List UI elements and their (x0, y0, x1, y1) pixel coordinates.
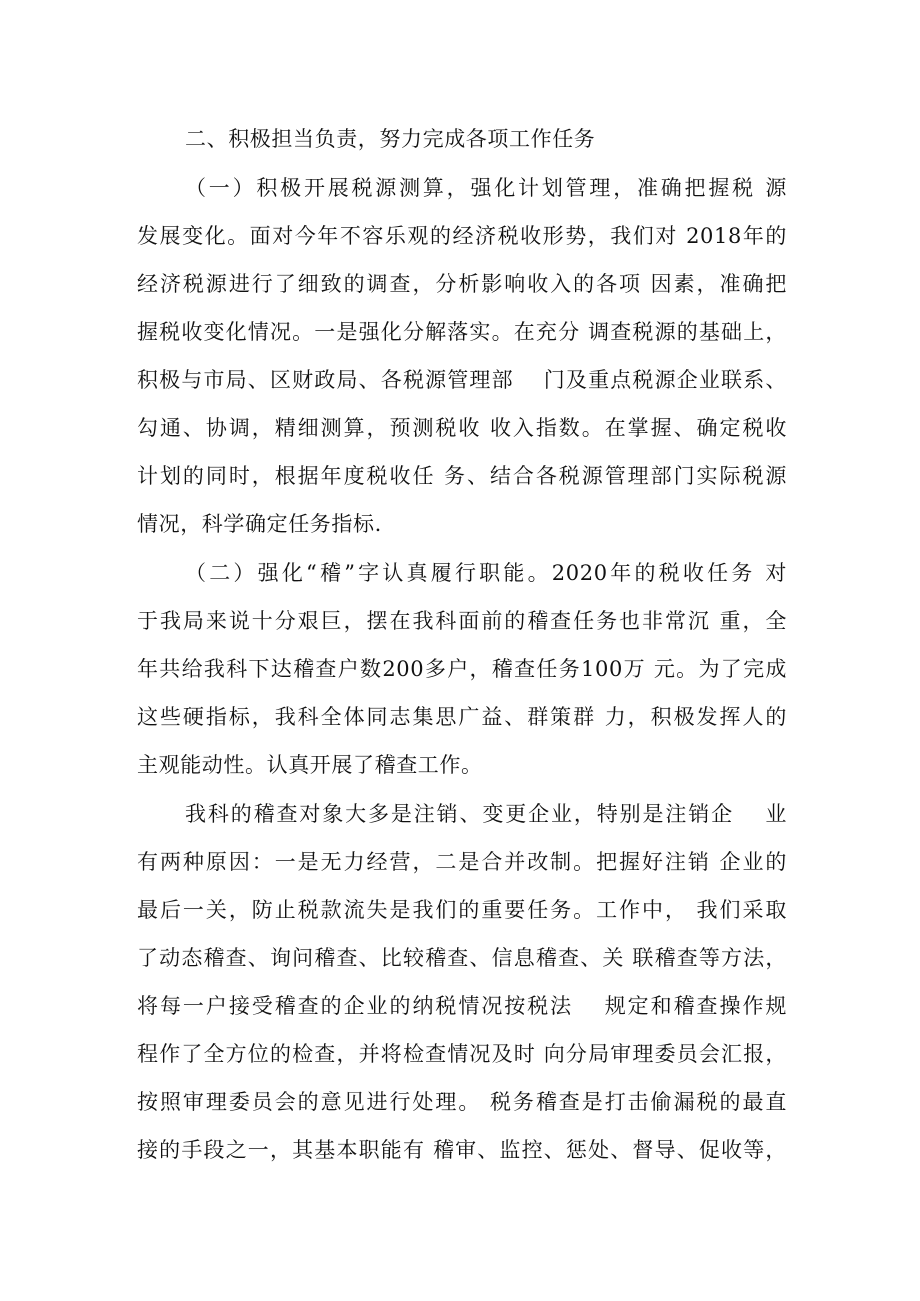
text-line: 有两种原因：一是无力经营，二是合并改制。把握好注销 企业的 (137, 850, 787, 874)
text-line: 这些硬指标，我科全体同志集思广益、群策群 力，积极发挥人的 (137, 705, 787, 729)
text-line: 年共给我科下达稽查户数200多户，稽查任务100万 元。为了完成 (137, 657, 787, 681)
text-line: 积极与市局、区财政局、各税源管理部 门及重点税源企业联系、 (137, 368, 787, 392)
text-line: 将每一户接受稽查的企业的纳税情况按税法 规定和稽查操作规 (137, 994, 787, 1018)
text-line: 发展变化。面对今年不容乐观的经济税收形势，我们对 2018年的 (137, 224, 787, 248)
text-line: 勾通、协调，精细测算，预测税收 收入指数。在掌握、确定税收 (137, 416, 787, 440)
text-line: 主观能动性。认真开展了稽查工作。 (137, 753, 483, 777)
text-line: 经济税源进行了细致的调查，分析影响收入的各项 因素，准确把 (137, 272, 787, 296)
text-line: （一）积极开展税源测算，强化计划管理，准确把握税 源 (185, 176, 787, 200)
text-line: 程作了全方位的检查，并将检查情况及时 向分局审理委员会汇报， (137, 1042, 787, 1066)
text-line: 握税收变化情况。一是强化分解落实。在充分 调查税源的基础上， (137, 320, 787, 344)
text-line: 于我局来说十分艰巨，摆在我科面前的稽查任务也非常沉 重，全 (137, 609, 787, 633)
text-line: 了动态稽查、询问稽查、比较稽查、信息稽查、关 联稽查等方法， (137, 946, 787, 970)
text-line: 计划的同时，根据年度税收任 务、结合各税源管理部门实际税源 (137, 464, 787, 488)
text-line: 接的手段之一，其基本职能有 稽审、监控、惩处、督导、促收等， (137, 1138, 787, 1162)
text-line: 情况，科学确定任务指标. (137, 512, 382, 536)
text-line: （二）强化“稽”字认真履行职能。2020年的税收任务 对 (185, 561, 787, 585)
text-line: 按照审理委员会的意见进行处理。 税务稽查是打击偷漏税的最直 (137, 1090, 787, 1114)
text-line: 我科的稽查对象大多是注销、变更企业，特别是注销企 业 (185, 802, 787, 826)
section-heading: 二、积极担当负责，努力完成各项工作任务 (185, 127, 596, 151)
text-line: 最后一关，防止税款流失是我们的重要任务。工作中， 我们采取 (137, 898, 787, 922)
